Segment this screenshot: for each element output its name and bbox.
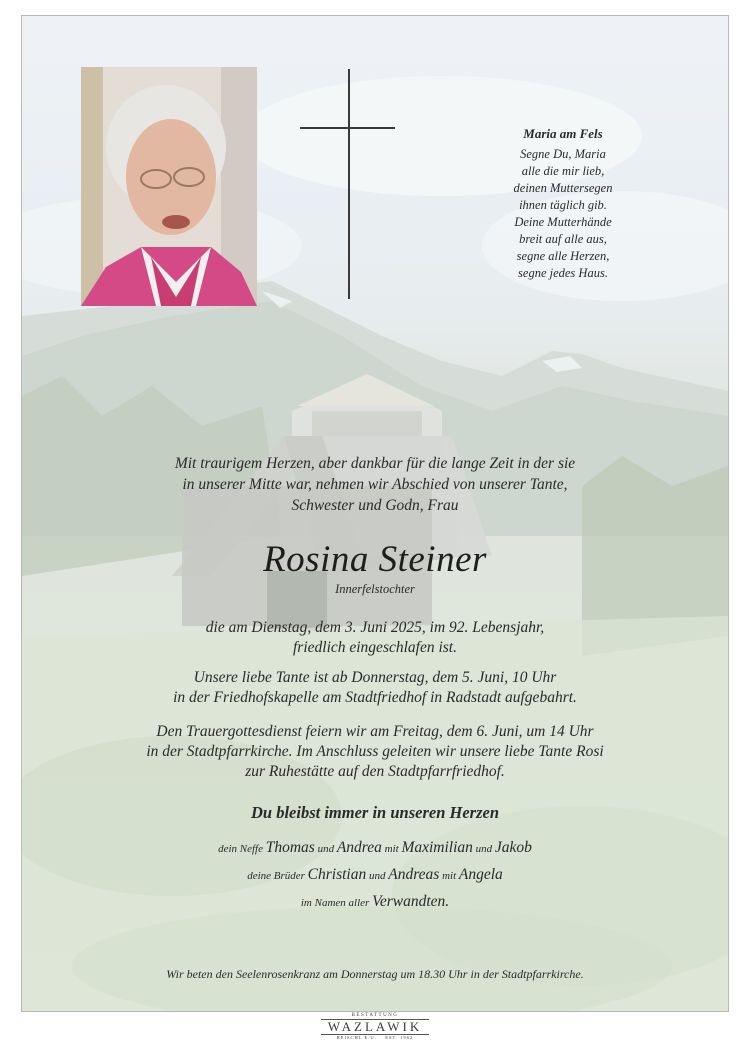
poem-line: ihnen täglich gib. — [519, 198, 607, 212]
mourner-text: und — [475, 843, 493, 855]
funeral-home-logo — [315, 1013, 435, 1040]
mourners-line-brothers — [22, 862, 728, 889]
funeral-mass-paragraph — [22, 722, 728, 782]
origin-note: Innerfelstochter — [335, 582, 415, 596]
rosary-note: Wir beten den Seelenrosenkranz am Donnerstag um 18.30 Uhr in der Stadtpfarrkirche. — [166, 967, 584, 981]
mourner-text: mit — [384, 843, 399, 855]
laid-out-line: in der Friedhofskapelle am Stadtfriedhof in Radstadt aufgebahrt. — [173, 689, 577, 706]
mourners-line-relatives — [22, 889, 728, 916]
mourner-text: dein Neffe — [218, 843, 263, 855]
mourner-text: aller — [348, 897, 370, 909]
poem-line: deinen Muttersegen — [513, 181, 613, 195]
poem-line: alle die mir lieb, — [521, 164, 605, 178]
death-paragraph — [22, 618, 728, 658]
intro-line: Mit traurigem Herzen, aber dankbar für die lange Zeit in der sie — [174, 455, 576, 472]
intro-line: in unserer Mitte war, nehmen wir Abschied von unserer Tante, — [182, 476, 568, 493]
logo-sub-right: EST. 1962 — [385, 1035, 414, 1040]
cross-vertical-bar — [348, 69, 350, 299]
deceased-name: Rosina Steiner — [263, 539, 487, 580]
poem-line: segne jedes Haus. — [518, 266, 608, 280]
mourner-text: deine Brüder — [247, 870, 305, 882]
mourner-name: Andrea — [336, 839, 382, 856]
death-line: friedlich eingeschlafen ist. — [292, 639, 457, 656]
cross-horizontal-bar — [300, 127, 395, 129]
poem — [467, 125, 659, 282]
mourner-name: Verwandten. — [372, 893, 450, 910]
poem-line: Segne Du, Maria — [520, 147, 606, 161]
mourners-line-nephew — [22, 835, 728, 862]
logo-top-text: BESTATTUNG — [351, 1013, 399, 1018]
poem-line: breit auf alle aus, — [519, 232, 607, 246]
poem-line: Deine Mutterhände — [514, 215, 612, 229]
logo-name: WAZLAWIK — [321, 1019, 429, 1035]
mourners-list — [22, 835, 728, 916]
intro-line: Schwester und Godn, Frau — [291, 497, 459, 514]
death-line: die am Dienstag, dem 3. Juni 2025, im 92. Lebensjahr, — [205, 619, 545, 636]
motto: Du bleibst immer in unseren Herzen — [251, 803, 499, 822]
obituary-card — [21, 15, 729, 1012]
mass-line: in der Stadtpfarrkirche. Im Anschluss geleiten wir unsere liebe Tante Rosi — [146, 743, 604, 760]
mourner-name: Christian — [307, 866, 367, 883]
mass-line: Den Trauergottesdienst feiern wir am Freitag, dem 6. Juni, um 14 Uhr — [156, 723, 594, 740]
mourner-text: und — [369, 870, 386, 882]
mourner-name: Andreas — [388, 866, 440, 883]
mass-line: zur Ruhestätte auf den Stadtpfarrfriedhof. — [245, 763, 505, 780]
mourner-text: im Namen — [300, 897, 346, 909]
poem-line: segne alle Herzen, — [516, 249, 610, 263]
mourner-text: und — [317, 843, 335, 855]
logo-sub-left: REISCHL E.U. — [336, 1035, 377, 1040]
laid-out-paragraph — [22, 668, 728, 708]
poem-title: Maria am Fels — [523, 126, 603, 141]
mourner-name: Maximilian — [401, 839, 473, 856]
mourner-name: Angela — [458, 866, 503, 883]
portrait-photo — [81, 67, 257, 306]
laid-out-line: Unsere liebe Tante ist ab Donnerstag, dem 5. Juni, 10 Uhr — [193, 669, 557, 686]
mourner-name: Thomas — [265, 839, 315, 856]
mourner-text: mit — [442, 870, 457, 882]
mourner-name: Jakob — [494, 839, 532, 856]
intro-paragraph — [22, 453, 728, 516]
